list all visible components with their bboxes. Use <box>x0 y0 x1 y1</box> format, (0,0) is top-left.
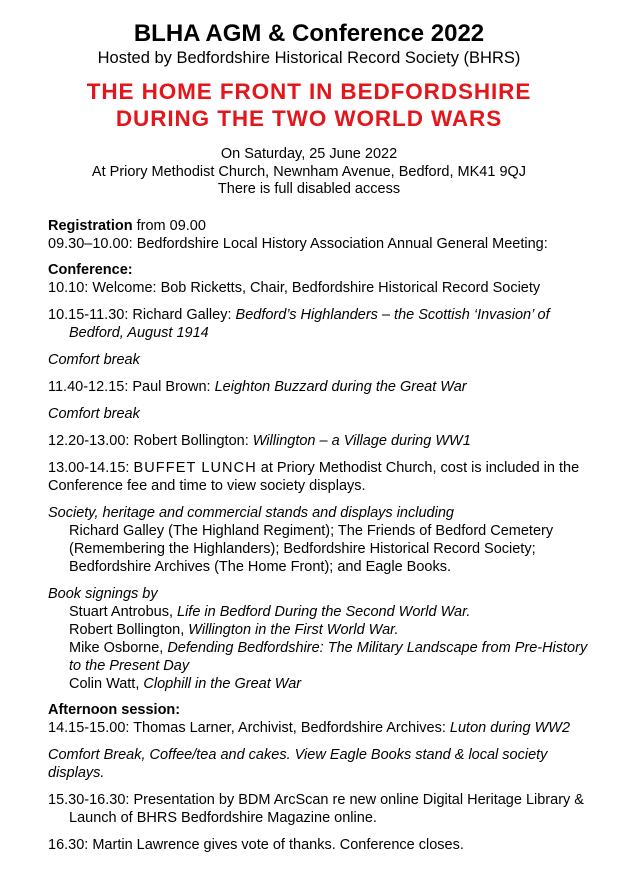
talk-larner-title: Luton during WW2 <box>449 719 571 736</box>
closing-line: 16.30: Martin Lawrence gives vote of thanks. Conference closes. <box>48 836 464 853</box>
agm-line: 09.30–10.00: Bedfordshire Local History Association Annual General Meeting: <box>48 235 548 252</box>
talk-galley-prefix: 10.15-11.30: Richard Galley: <box>48 306 236 323</box>
talk-bollington-title: Willington – a Village during WW1 <box>252 432 471 449</box>
host-subtitle: Hosted by Bedfordshire Historical Record Society (BHRS) <box>97 49 521 67</box>
stands-text: Richard Galley (The Highland Regiment); The Friends of Bedford Cemetery (Remembering the Highlanders); Bedfordshire Historical Record Society; Bedfordshire Archives (The Home Front); and Eagle Books. <box>69 522 554 575</box>
programme <box>48 217 598 854</box>
signing-author: Robert Bollington, <box>69 621 189 638</box>
signing-book: Willington in the First World War. <box>188 621 399 638</box>
event-date: On Saturday, 25 June 2022 <box>220 146 398 162</box>
conference-heading: Conference: <box>48 261 133 278</box>
registration-label: Registration <box>48 217 133 234</box>
signing-author: Stuart Antrobus, <box>69 603 178 620</box>
lunch-time: 13.00-14.15: <box>48 459 134 476</box>
lunch-text: at Priory Methodist Church, cost is included in the Conference fee and time to view society displays. <box>48 459 580 494</box>
welcome-line: 10.10: Welcome: Bob Ricketts, Chair, Bedfordshire Historical Record Society <box>48 279 541 296</box>
afternoon-heading: Afternoon session: <box>48 701 181 718</box>
lunch-line <box>48 459 598 495</box>
signings-heading: Book signings by <box>48 585 158 602</box>
signing-item <box>69 621 598 639</box>
signing-book: Defending Bedfordshire: The Military Landscape from Pre-History to the Present Day <box>69 639 588 674</box>
talk-brown-title: Leighton Buzzard during the Great War <box>214 378 467 395</box>
presentation-line: 15.30-16.30: Presentation by BDM ArcScan re new online Digital Heritage Library & Launch of BHRS Bedfordshire Magazine online. <box>48 791 584 826</box>
afternoon-break: Comfort Break, Coffee/tea and cakes. View Eagle Books stand & local society displays. <box>48 746 548 781</box>
event-venue: At Priory Methodist Church, Newnham Avenue, Bedford, MK41 9QJ <box>91 163 527 180</box>
comfort-break-2: Comfort break <box>48 405 140 422</box>
stands-heading: Society, heritage and commercial stands and displays including <box>48 504 454 521</box>
talk-brown <box>48 378 598 396</box>
registration-line <box>48 217 598 235</box>
event-access: There is full disabled access <box>217 181 401 197</box>
theme-line-1: THE HOME FRONT IN BEDFORDSHIRE <box>86 79 532 104</box>
signings-list <box>48 603 598 693</box>
talk-bollington-prefix: 12.20-13.00: Robert Bollington: <box>48 432 253 449</box>
signing-item <box>69 675 598 693</box>
signing-book: Life in Bedford During the Second World War. <box>177 603 471 620</box>
signing-author: Colin Watt, <box>69 675 144 692</box>
lunch-label: BUFFET LUNCH <box>133 459 257 476</box>
theme-title <box>20 78 598 132</box>
signing-item <box>69 603 598 621</box>
signing-book: Clophill in the Great War <box>143 675 302 692</box>
talk-galley <box>48 306 598 342</box>
talk-galley-title: Bedford’s Highlanders – the Scottish ‘Invasion’ of Bedford, August 1914 <box>69 306 550 341</box>
registration-time: from 09.00 <box>132 217 206 234</box>
signing-item <box>69 639 598 675</box>
talk-brown-prefix: 11.40-12.15: Paul Brown: <box>48 378 215 395</box>
talk-larner <box>48 719 598 737</box>
theme-line-2: DURING THE TWO WORLD WARS <box>115 106 503 131</box>
event-info <box>20 146 598 199</box>
header <box>20 20 598 199</box>
signing-author: Mike Osborne, <box>69 639 168 656</box>
comfort-break-1: Comfort break <box>48 351 140 368</box>
talk-larner-prefix: 14.15-15.00: Thomas Larner, Archivist, Bedfordshire Archives: <box>48 719 450 736</box>
talk-bollington <box>48 432 598 450</box>
page-title: BLHA AGM & Conference 2022 <box>133 20 485 47</box>
